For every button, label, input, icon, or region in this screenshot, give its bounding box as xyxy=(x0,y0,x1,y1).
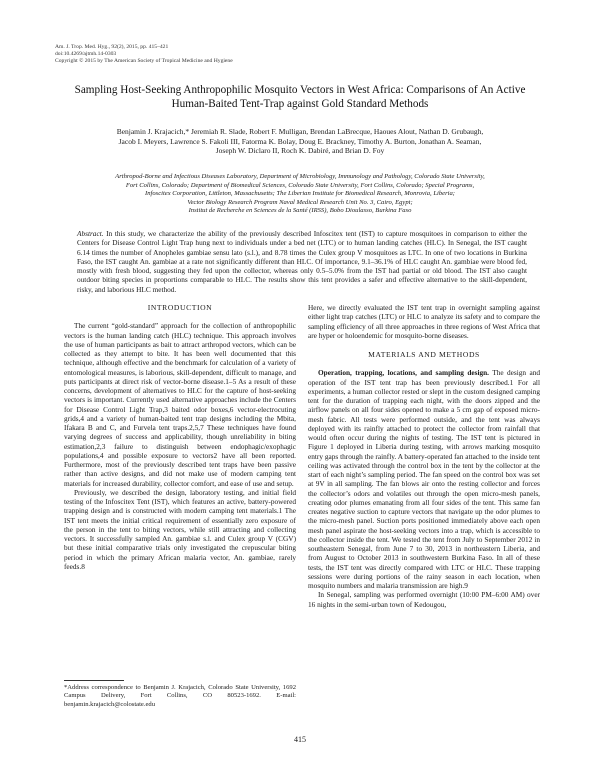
intro-paragraph: The current “gold-standard” approach for the collection of anthropophilic vectors is the human landing catch (HLC) technique. This approach involves the use of human participants as bait to attract arthropod vectors, which can be collected as they attempt to bite. It has been well documented that this technique, although effective and the benchmark for calculation of a variety of entomological measures, is laborious, skill-dependent, difficult to manage, and puts participants at direct risk of vector-borne disease.1–5 As a result of these concerns, development of alternatives to HLC for the capture of host-seeking vectors is important. Currently used alternative approaches include the Centers for Disease Control Light Trap,3 baited odor boxes,6 vector-electrocuting grids,4 and a variety of human-baited tent trap designs including the Mbita, Ifakara B and C, and Furvela tent traps.2,5,7 These techniques have found varying degrees of success and applicability, though unreliability in biting estimation,2,3 failure to distinguish between endophagic/exophagic populations,4 and possible exposure to vectors2 have all been reported. Furthermore, most of the previously described tent traps have been passive rather than active designs, and did not make use of modern camping tent materials for increased durability, collector comfort, and ease of use and setup. xyxy=(64,321,296,488)
page-number: 415 xyxy=(294,735,306,744)
journal-citation: Am. J. Trop. Med. Hyg., 92(2), 2015, pp. 415–421 xyxy=(55,44,169,50)
affiliation-line: Vector Biology Research Program Naval Medical Research Unit No. 3, Cairo, Egypt; xyxy=(187,198,413,206)
methods-paragraph: In Senegal, sampling was performed overnight (10:00 PM–6:00 AM) over 16 nights in the semi-urban town of Kedougou, xyxy=(308,590,540,609)
author-line: Jacob I. Meyers, Lawrence S. Fakoli III, Fatorma K. Bolay, Doug E. Brackney, Timothy A. Burton, Jonathan A. Seaman, xyxy=(118,136,482,146)
copyright-line: Copyright © 2015 by The American Society of Tropical Medicine and Hygiene xyxy=(55,58,233,65)
right-column xyxy=(308,303,540,609)
methods-paragraph xyxy=(308,368,540,590)
run-in-heading: Operation, trapping, locations, and sampling design. xyxy=(318,368,490,378)
methods-heading: MATERIALS AND METHODS xyxy=(368,350,480,359)
intro-paragraph: Previously, we described the design, laboratory testing, and initial field testing of the Infoscitex Tent (IST), which features an active, battery-powered trapping design and is constructed with modern camping tent materials.1 The IST tent meets the initial critical requirement of essentially zero exposure of the person in the tent to biting vectors, while still attracting and collecting vectors. It successfully sampled An. gambiae s.l. and Culex group V (CGV) but these initial comparative trials only investigated the crepuscular biting period in which the primary African malaria vector, An. gambiae, rarely feeds.8 xyxy=(64,487,296,571)
author-line: Joseph W. Diclaro II, Roch K. Dabiré, and Brian D. Foy xyxy=(215,146,385,156)
journal-header xyxy=(55,44,233,66)
introduction-heading: INTRODUCTION xyxy=(147,303,213,312)
affiliation-line: Infoscitex Corporation, Littleton, Massachusetts; The Liberian Institute for Biomedical Research, Monrovia, Liberia; xyxy=(145,190,455,197)
abstract xyxy=(77,229,527,294)
footnote-rule xyxy=(64,680,124,681)
author-line: Benjamin J. Krajacich,* Jeremiah R. Slade, Robert F. Mulligan, Brendan LaBrecque, Haoues Alout, Nathan D. Grubaugh, xyxy=(116,127,484,136)
affiliation-line: Arthropod-Borne and Infectious Diseases Laboratory, Department of Microbiology, Immunology and Pathology, Colorado State University, xyxy=(115,173,485,180)
abstract-label: Abstract. xyxy=(77,229,104,238)
intro-continuation: Here, we directly evaluated the IST tent trap in overnight sampling against either light trap catches (LTC) or HLC to analyze its safety and to compare the sampling efficiency of all three approaches in three regions of West Africa that are hyper or holoendemic for mosquito-borne diseases. xyxy=(308,303,540,340)
article-title: Sampling Host-Seeking Anthropophilic Mosquito Vectors in West Africa: Comparisons of An Active Human-Baited Tent-Trap against Gold Standard Methods xyxy=(74,84,526,110)
abstract-text: In this study, we characterize the ability of the previously described Infoscitex tent (IST) to capture mosquitoes in comparison to either the Centers for Disease Control Light Trap hung next to individuals under a bed net (LTC) or to human landing catches (HLC). In Senegal, the IST caught 6.14 times the number of Anopheles gambiae sensu lato (s.l.), and 8.78 times the Culex group V mosquitoes as LTC. In one of two locations in Burkina Faso, the IST caught An. gambiae at a rate not significantly different than HLC. Of importance, 9.1–36.1% of HLC caught An. gambiae were blood fed, mostly with fresh blood, suggesting they fed upon the collector, whereas only 0.5–5.0% from the IST had partial or old blood. The IST also caught outdoor biting species in proportions comparable to HLC. The results show this tent provides a safer and effective alternative to the skill-dependent, risky, and laborious HLC method. xyxy=(77,229,527,294)
left-column xyxy=(64,303,296,571)
doi-line: doi:10.4269/ajtmh.14-0303 xyxy=(55,51,117,58)
affiliations xyxy=(60,173,540,216)
author-list xyxy=(60,127,540,156)
affiliation-line: Institut de Recherche en Sciences de la Santé (IRSS), Bobo Dioulasso, Burkina Faso xyxy=(188,207,412,214)
methods-text: The design and operation of the IST tent trap has been previously described.1 For all experiments, a human collector rested or slept in the custom designed camping tent for the duration of trapping each night, with the doors zipped and the airflow panels on all four sides opened to make a 5 cm gap of exposed micro-mesh fabric. All tests were performed outside, and the tent was always deployed with its rainfly attached to protect the collector from rainfall that would often occur during the nights of testing. The IST tent is pictured in Figure 1 deployed in Liberia during testing, with arrows marking mosquito entry gaps through the rainfly. A battery-operated fan attached to the inside tent ceiling was activated through the control box in the tent by the collector at the start of each night’s sampling period. The fan speed on the control box was set at 9V in all sampling. The fan blows air onto the resting collector and forces the collector’s odors and volatiles out through the open micro-mesh panels, creating odor plumes emanating from all four sides of the tent. This same fan creates negative suction to capture vectors that navigate up the odor plumes to the micro-mesh panel. Suction ports positioned immediately above each open mesh panel aspirate the host-seeking vectors into a trap, which is accessible to the collector inside the tent. We tested the tent from July to September 2012 in southeastern Senegal, from June 7 to 30, 2013 in northeastern Liberia, and from August to October 2013 in southwestern Burkina Faso. In all of these tests, the IST tent was directly compared with LTC or HLC. These trapping sessions were during portions of the rainy season in each location, when mosquito numbers and malaria transmission are high.9 xyxy=(308,368,540,590)
correspondence-footnote: *Address correspondence to Benjamin J. Krajacich, Colorado State University, 1692 Campus Delivery, Fort Collins, CO 80523-1692. E-mail: benjamin.krajacich@colostate.edu xyxy=(64,684,296,708)
affiliation-line: Fort Collins, Colorado; Department of Biomedical Sciences, Colorado State University, Fort Collins, Colorado; Special Programs, xyxy=(125,181,475,189)
